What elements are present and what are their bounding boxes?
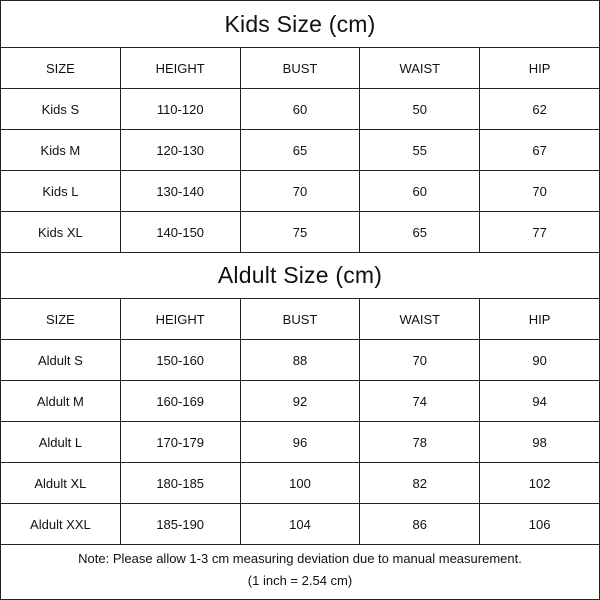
size-cell: Aldult S <box>1 340 121 380</box>
adult-header-bust: BUST <box>241 299 361 339</box>
bust-cell: 88 <box>241 340 361 380</box>
size-cell: Kids XL <box>1 212 121 252</box>
adult-table-header <box>1 299 599 340</box>
size-cell: Kids M <box>1 130 121 170</box>
table-row <box>1 212 599 253</box>
adult-header-size: SIZE <box>1 299 121 339</box>
waist-cell: 74 <box>360 381 480 421</box>
height-cell: 160-169 <box>121 381 241 421</box>
adult-size-title-row <box>1 253 599 299</box>
kids-header-waist: WAIST <box>360 48 480 88</box>
size-cell: Kids S <box>1 89 121 129</box>
size-cell: Kids L <box>1 171 121 211</box>
table-row <box>1 340 599 381</box>
height-cell: 180-185 <box>121 463 241 503</box>
waist-cell: 82 <box>360 463 480 503</box>
note-inch-conversion: (1 inch = 2.54 cm) <box>247 573 353 589</box>
bust-cell: 92 <box>241 381 361 421</box>
table-row <box>1 171 599 212</box>
size-cell: Aldult XL <box>1 463 121 503</box>
table-row <box>1 422 599 463</box>
height-cell: 120-130 <box>121 130 241 170</box>
kids-header-bust: BUST <box>241 48 361 88</box>
bust-cell: 60 <box>241 89 361 129</box>
hip-cell: 62 <box>532 101 547 117</box>
adult-header-height: HEIGHT <box>121 299 241 339</box>
waist-cell: 78 <box>360 422 480 462</box>
hip-cell: 98 <box>532 434 547 450</box>
bust-cell: 104 <box>241 504 361 544</box>
hip-cell: 94 <box>532 393 547 409</box>
table-row <box>1 504 599 545</box>
measurement-note <box>1 545 599 595</box>
height-cell: 150-160 <box>121 340 241 380</box>
size-cell: Aldult XXL <box>1 504 121 544</box>
hip-cell: 67 <box>532 142 547 158</box>
adult-header-waist: WAIST <box>360 299 480 339</box>
height-cell: 110-120 <box>121 89 241 129</box>
height-cell: 170-179 <box>121 422 241 462</box>
waist-cell: 86 <box>360 504 480 544</box>
kids-table-header <box>1 48 599 89</box>
height-cell: 130-140 <box>121 171 241 211</box>
kids-header-hip: HIP <box>528 60 551 76</box>
waist-cell: 55 <box>360 130 480 170</box>
note-deviation-text: Note: Please allow 1-3 cm measuring deviation due to manual measurement. <box>78 550 522 566</box>
table-row <box>1 381 599 422</box>
adult-header-hip: HIP <box>528 311 551 327</box>
bust-cell: 96 <box>241 422 361 462</box>
bust-cell: 100 <box>241 463 361 503</box>
hip-cell: 106 <box>528 516 551 532</box>
kids-size-title: Kids Size (cm) <box>224 10 376 37</box>
height-cell: 185-190 <box>121 504 241 544</box>
adult-size-title: Aldult Size (cm) <box>217 262 383 288</box>
hip-cell: 70 <box>532 183 547 199</box>
bust-cell: 70 <box>241 171 361 211</box>
bust-cell: 75 <box>241 212 361 252</box>
table-row <box>1 89 599 130</box>
waist-cell: 65 <box>360 212 480 252</box>
height-cell: 140-150 <box>121 212 241 252</box>
waist-cell: 60 <box>360 171 480 211</box>
table-row <box>1 463 599 504</box>
kids-header-size: SIZE <box>1 48 121 88</box>
hip-cell: 90 <box>532 352 547 368</box>
hip-cell: 102 <box>528 475 551 491</box>
bust-cell: 65 <box>241 130 361 170</box>
table-row <box>1 130 599 171</box>
size-cell: Aldult L <box>1 422 121 462</box>
waist-cell: 50 <box>360 89 480 129</box>
hip-cell: 77 <box>532 224 547 240</box>
kids-header-height: HEIGHT <box>121 48 241 88</box>
size-cell: Aldult M <box>1 381 121 421</box>
kids-size-title-row <box>1 1 599 48</box>
waist-cell: 70 <box>360 340 480 380</box>
